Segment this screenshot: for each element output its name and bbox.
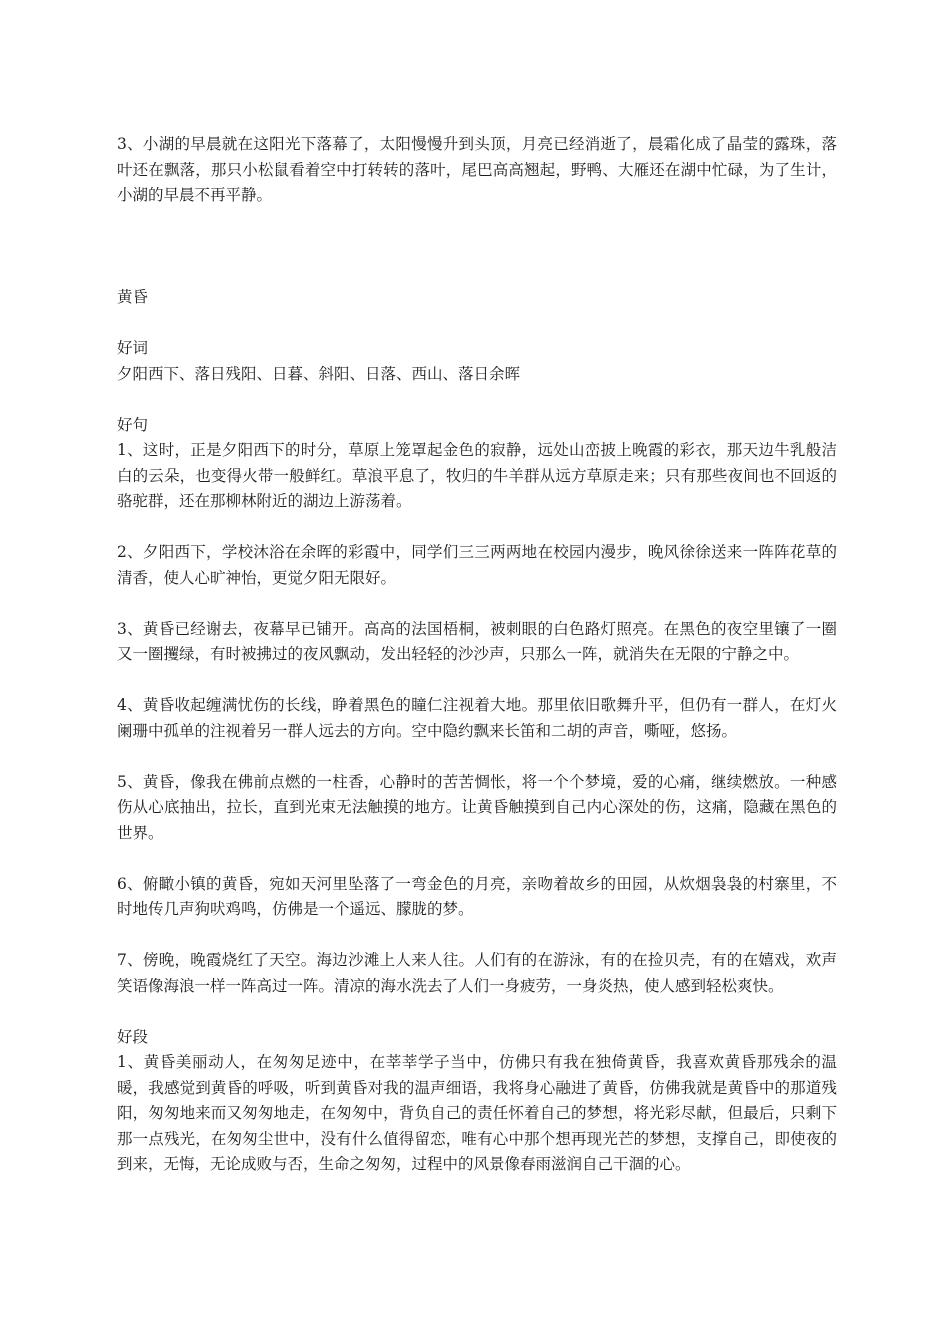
sentence-item: 2、夕阳西下，学校沐浴在余晖的彩霞中，同学们三三两两地在校园内漫步，晚风徐徐送来一阵阵花草的清香，使人心旷神怡，更觉夕阳无限好。 [117, 543, 837, 587]
document-body [117, 132, 837, 1178]
morning-sentence-3: 3、小湖的早晨就在这阳光下落幕了，太阳慢慢升到头顶，月亮已经消逝了，晨霜化成了晶莹的露珠，落叶还在飘落，那只小松鼠看着空中打转转的落叶，尾巴高高翘起，野鸭、大雁还在湖中忙碌，为了生计，小湖的早晨不再平静。 [117, 135, 837, 204]
sentence-item: 3、黄昏已经谢去，夜幕早已铺开。高高的法国梧桐，被刺眼的白色路灯照亮。在黑色的夜空里镶了一圈又一圈攫绿，有时被拂过的夜风飘动，发出轻轻的沙沙声，只那么一阵，就消失在无限的宁静之中。 [117, 619, 837, 663]
sentence-item: 4、黄昏收起缠满忧伤的长线，睁着黑色的瞳仁注视着大地。那里依旧歌舞升平，但仍有一群人，在灯火阑珊中孤单的注视着另一群人远去的方向。空中隐约飘来长笛和二胡的声音，嘶哑，悠扬。 [117, 696, 837, 740]
spacer [117, 999, 837, 1025]
sentence-item: 1、这时，正是夕阳西下的时分，草原上笼罩起金色的寂静，远处山峦披上晚霞的彩衣，那天边牛乳般洁白的云朵，也变得火带一般鲜红。草浪平息了，牧归的牛羊群从远方草原走来；只有那些夜间也不回返的骆驼群，还在那柳林附近的湖边上游荡着。 [117, 441, 837, 510]
spacer [117, 923, 837, 949]
good-words-heading: 好词 [117, 339, 149, 357]
spacer [117, 209, 837, 260]
spacer [117, 846, 837, 872]
spacer [117, 591, 837, 617]
spacer [117, 744, 837, 770]
good-paragraphs-heading: 好段 [117, 1027, 149, 1046]
sentence-item: 5、黄昏，像我在佛前点燃的一柱香，心静时的苦苦惆怅，将一个个梦境，爱的心痛，继续燃放。一种感伤从心底抽出，拉长，直到光束无法触摸的地方。让黄昏触摸到自己内心深处的伤，这痛，隐藏在黑色的世界。 [117, 772, 837, 842]
sentence-item: 7、傍晚，晚霞烧红了天空。海边沙滩上人来人往。人们有的在游泳，有的在捡贝壳，有的在嬉戏，欢声笑语像海浪一样一阵高过一阵。清凉的海水洗去了人们一身疲劳，一身炎热，使人感到轻松爽快。 [117, 951, 837, 995]
good-words-text: 夕阳西下、落日残阳、日暮、斜阳、日落、西山、落日余晖 [117, 364, 521, 383]
spacer [117, 260, 837, 286]
sentence-item: 6、俯瞰小镇的黄昏，宛如天河里坠落了一弯金色的月亮，亲吻着故乡的田园，从炊烟袅袅的村寨里，不时地传几声狗吠鸡鸣，仿佛是一个遥远、朦胧的梦。 [117, 874, 837, 918]
spacer [117, 668, 837, 694]
spacer [117, 515, 837, 541]
good-sentences-heading: 好句 [117, 415, 149, 434]
paragraph-item: 1、黄昏美丽动人，在匆匆足迹中，在莘莘学子当中，仿佛只有我在独倚黄昏，我喜欢黄昏那残余的温暖，我感觉到黄昏的呼吸，听到黄昏对我的温声细语，我将身心融进了黄昏，仿佛我就是黄昏中的那道残阳，匆匆地来而又匆匆地走，在匆匆中，背负自己的责任怀着自己的梦想，将光彩尽献，但最后，只剩下那一点残光，在匆匆尘世中，没有什么值得留恋，唯有心中那个想再现光芒的梦想，支撑自己，即使夜的到来，无悔，无论成败与否，生命之匆匆，过程中的风景像春雨滋润自己干涸的心。 [117, 1053, 837, 1173]
spacer [117, 311, 837, 337]
section-title: 黄昏 [117, 288, 149, 306]
spacer [117, 387, 837, 413]
